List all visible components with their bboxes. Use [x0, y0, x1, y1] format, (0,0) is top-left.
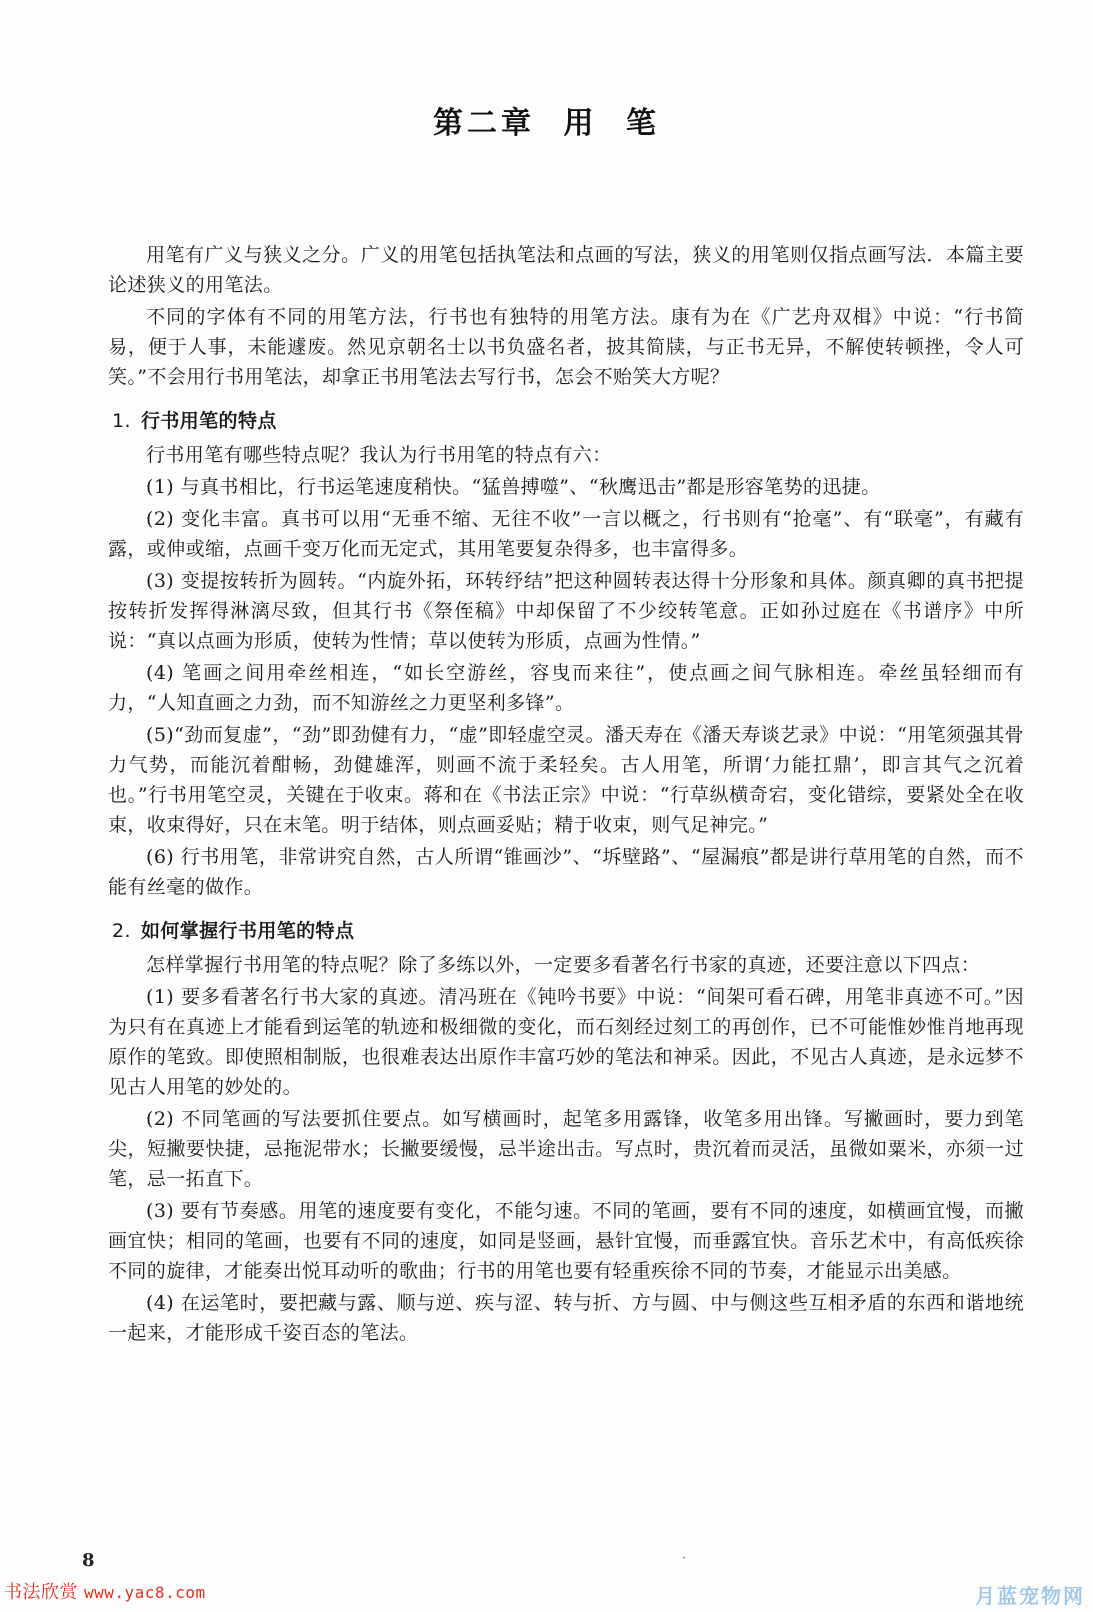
section2-paragraph: 怎样掌握行书用笔的特点呢？除了多练以外，一定要多看著名行书家的真迹，还要注意以下四点：: [146, 954, 981, 976]
section1-paragraph: (4) 笔画之间用牵丝相连，“如长空游丝，容曳而来往”，使点画之间气脉相连。牵丝虽轻细而有力，“人知直画之力劲，而不知游丝之力更坚利多锋”。: [108, 662, 1024, 714]
section1-paragraph: 行书用笔有哪些特点呢？我认为行书用笔的特点有六：: [146, 444, 612, 466]
page-number: 8: [82, 1550, 95, 1571]
section-heading-2: [108, 916, 1024, 946]
section2-paragraph: (3) 要有节奏感。用笔的速度要有变化，不能匀速。不同的笔画，要有不同的速度，如横画宜慢，而撇画宜快；相同的笔画，也要有不同的速度，如同是竖画，悬针宜慢，而垂露宜快。音乐艺术中，有高低疾徐不同的旋律，才能奏出悦耳动听的歌曲；行书的用笔也要有轻重疾徐不同的节奏，才能显示出美感。: [108, 1200, 1024, 1282]
section-title: 如何掌握行书用笔的特点: [140, 920, 355, 942]
section1-paragraph: (3) 变提按转折为圆转。“内旋外拓，环转纾结”把这种圆转表达得十分形象和具体。颜真卿的真书把提按转折发挥得淋漓尽致，但其行书《祭侄稿》中却保留了不少绞转笔意。正如孙过庭在《书谱序》中所说：“真以点画为形质，使转为性情；草以使转为形质，点画为性情。”: [108, 570, 1024, 652]
watermark-right: 月蓝宠物网: [975, 1584, 1085, 1608]
section-number: 2.: [112, 920, 131, 942]
intro-paragraph: 用笔有广义与狭义之分。广义的用笔包括执笔法和点画的写法，狭义的用笔则仅指点画写法．本篇主要论述狭义的用笔法。: [108, 244, 1024, 296]
watermark-url: www.yac8.com: [84, 1583, 206, 1602]
section-heading-1: [108, 406, 1024, 436]
body-text: [108, 240, 1024, 1350]
section1-paragraph: (5)“劲而复虚”，“劲”即劲健有力，“虚”即轻虚空灵。潘天寿在《潘天寿谈艺录》中说：“用笔须强其骨力气势，而能沉着酣畅，劲健雄浑，则画不流于柔轻矣。古人用笔，所谓‘力能扛鼎’，即言其气之沉着也。”行书用笔空灵，关键在于收束。蒋和在《书法正宗》中说：“行草纵横奇宕，变化错综，要紧处全在收束，收束得好，只在末笔。明于结体，则点画妥贴；精于收束，则气足神完。”: [108, 724, 1024, 836]
watermark-left: [4, 1578, 206, 1604]
section2-paragraph: (2) 不同笔画的写法要抓住要点。如写横画时，起笔多用露锋，收笔多用出锋。写撇画时，要力到笔尖，短撇要快捷，忌拖泥带水；长撇要缓慢，忌半途出击。写点时，贵沉着而灵活，虽微如粟米，亦须一过笔，忌一拓直下。: [108, 1108, 1024, 1190]
section1-paragraph: (2) 变化丰富。真书可以用“无垂不缩、无往不收”一言以概之，行书则有“抢毫”、有“联毫”，有藏有露，或伸或缩，点画千变万化而无定式，其用笔要复杂得多，也丰富得多。: [108, 508, 1024, 560]
chapter-title: 第二章 用 笔: [433, 106, 660, 141]
section-number: 1.: [112, 410, 131, 432]
intro-paragraph: 不同的字体有不同的用笔方法，行书也有独特的用笔方法。康有为在《广艺舟双楫》中说：“行书简易，便于人事，未能遽废。然见京朝名士以书负盛名者，披其简牍，与正书无异，不解使转顿挫，令人可笑。”不会用行书用笔法，却拿正书用笔法去写行书，怎会不贻笑大方呢？: [108, 306, 1024, 388]
section2-paragraph: (1) 要多看著名行书大家的真迹。清冯班在《钝吟书要》中说：“间架可看石碑，用笔非真迹不可。”因为只有在真迹上才能看到运笔的轨迹和极细微的变化，而石刻经过刻工的再创作，已不可能惟妙惟肖地再现原作的笔致。即使照相制版，也很难表达出原作丰富巧妙的笔法和神采。因此，不见古人真迹，是永远梦不见古人用笔的妙处的。: [108, 986, 1024, 1098]
footer-mark: ·: [682, 1551, 686, 1565]
watermark-site-name: 书法欣赏: [4, 1582, 78, 1603]
section1-paragraph: (6) 行书用笔，非常讲究自然，古人所谓“锥画沙”、“坼壁路”、“屋漏痕”都是讲行草用笔的自然，而不能有丝毫的做作。: [108, 846, 1024, 898]
section1-paragraph: (1) 与真书相比，行书运笔速度稍快。“猛兽搏噬”、“秋鹰迅击”都是形容笔势的迅捷。: [146, 476, 881, 498]
section2-paragraph: (4) 在运笔时，要把藏与露、顺与逆、疾与涩、转与折、方与圆、中与侧这些互相矛盾的东西和谐地统一起来，才能形成千姿百态的笔法。: [108, 1292, 1024, 1344]
section-title: 行书用笔的特点: [140, 410, 277, 432]
